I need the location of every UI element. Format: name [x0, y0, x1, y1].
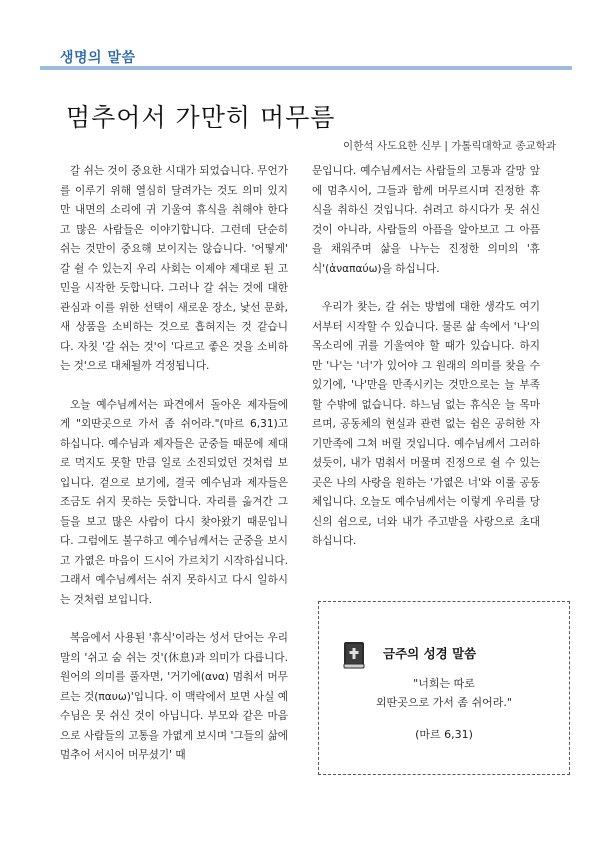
- header-divider: [40, 66, 572, 70]
- scripture-box-title: 금주의 성경 말씀: [383, 646, 477, 661]
- verse-line: 외딴곳으로 가서 좀 쉬어라.": [376, 696, 512, 709]
- author-byline: 이한석 사도요한 신부 | 가톨릭대학교 종교학과: [343, 140, 556, 152]
- scripture-verse: [319, 674, 569, 712]
- paragraph: 우리가 찾는, 갈 쉬는 방법에 대한 생각도 여기서부터 시작할 수 있습니다. 물론 삶 속에서 '나'의 목소리에 귀를 기울여야 할 때가 있습니다. 하지만 '나'는 '너'가 있어야 그 원래의 의미를 찾을 수 있기에, '나'만을 만족시키는 것만으로는 늘 부족할 수밖에 없습니다. 하느님 없는 휴식은 늘 목마르며, 공동체의 현실과 관련 없는 쉼은 공허한 자기만족에 그쳐 버릴 것입니다. 예수님께서 그러하셨듯이, 내가 멈춰서 머물며 진정으로 쉴 수 있는 곳은 나의 사랑을 원하는 '가엾은 너'와 이룰 공동체입니다. 오늘도 예수님께서는 이렇게 우리를 당신의 쉼으로, 너와 내가 주고받을 사랑으로 초대하십니다.: [312, 301, 540, 547]
- scripture-box: [318, 601, 570, 775]
- paragraph: 복음에서 사용된 '휴식'이라는 성서 단어는 우리말의 '쉬고 숨 쉬는 것'(休息)과 의미가 다릅니다. 원어의 의미를 풀자면, '거기에(ανα) 멈춰서 머무르는 것(παυω)'입니다. 이 맥락에서 보면 사실 예수님은 못 쉬신 것이 아닙니다. 부모와 같은 마음으로 사람들의 고통을 가엾게 보시며 '그들의 삶에 멈추어 서시어 머무셨기' 때: [60, 632, 288, 761]
- paragraph: 갈 쉬는 것이 중요한 시대가 되었습니다. 무언가를 이루기 위해 열심히 달려가는 것도 의미 있지만 내면의 소리에 귀 기울여 휴식을 취해야 한다고 많은 사람들은 이야기합니다. 그런데 단순히 쉬는 것만이 중요해 보이지는 않습니다. '어떻게' 갈 쉴 수 있는지 우리 사회는 이제야 제대로 된 고민을 시작한 듯합니다. 그러나 갈 쉬는 것에 대한 관심과 이를 위한 선택이 새로운 장소, 낯선 문화, 새 상품을 소비하는 것으로 흡혀지는 것 같습니다. 자칫 '갈 쉬는 것'이 '다르고 좋은 것을 소비하는 것'으로 대체될까 걱정됩니다.: [60, 165, 289, 372]
- paragraph: 오늘 예수님께서는 파견에서 돌아온 제자들에게 "외딴곳으로 가서 좀 쉬어라."(마르 6,31)고 하십니다. 예수님과 제자들은 군중들 때문에 제대로 먹지도 못할 만큼 일로 소진되었던 것처럼 보입니다. 겉으로 보기에, 결국 예수님과 제자들은 조금도 쉬지 못하는 듯합니다. 자리를 옮겨간 그들을 보고 많은 사람이 다시 찾아왔기 때문입니다. 그럼에도 불구하고 예수님께서는 군중을 보시고 가엾은 마음이 드시어 가르치기 시작하십니다. 그래서 예수님께서는 쉬지 못하시고 다시 일하시는 것처럼 보입니다.: [60, 398, 288, 606]
- section-label: 생명의 말씀: [60, 50, 136, 66]
- paragraph: 문입니다. 예수님께서는 사람들의 고통과 갈망 앞에 멈추시어, 그들과 함께 머무르시며 진정한 휴식을 취하신 것입니다. 쉬려고 하시다가 못 쉬신 것이 아니라, 사람들의 아픔을 알아보고 그 아픔을 채워주며 삶을 나누는 진정한 의미의 '휴식'(ἀναπαύω)을 하십니다.: [312, 165, 540, 275]
- article-column-left: [60, 162, 288, 785]
- article-column-right: [312, 162, 540, 571]
- scripture-reference: (마르 6,31): [415, 728, 473, 741]
- bible-icon: [341, 640, 367, 670]
- article-title: 멈추어서 가만히 머무름: [66, 103, 336, 132]
- verse-line: "너희는 따로: [413, 677, 475, 690]
